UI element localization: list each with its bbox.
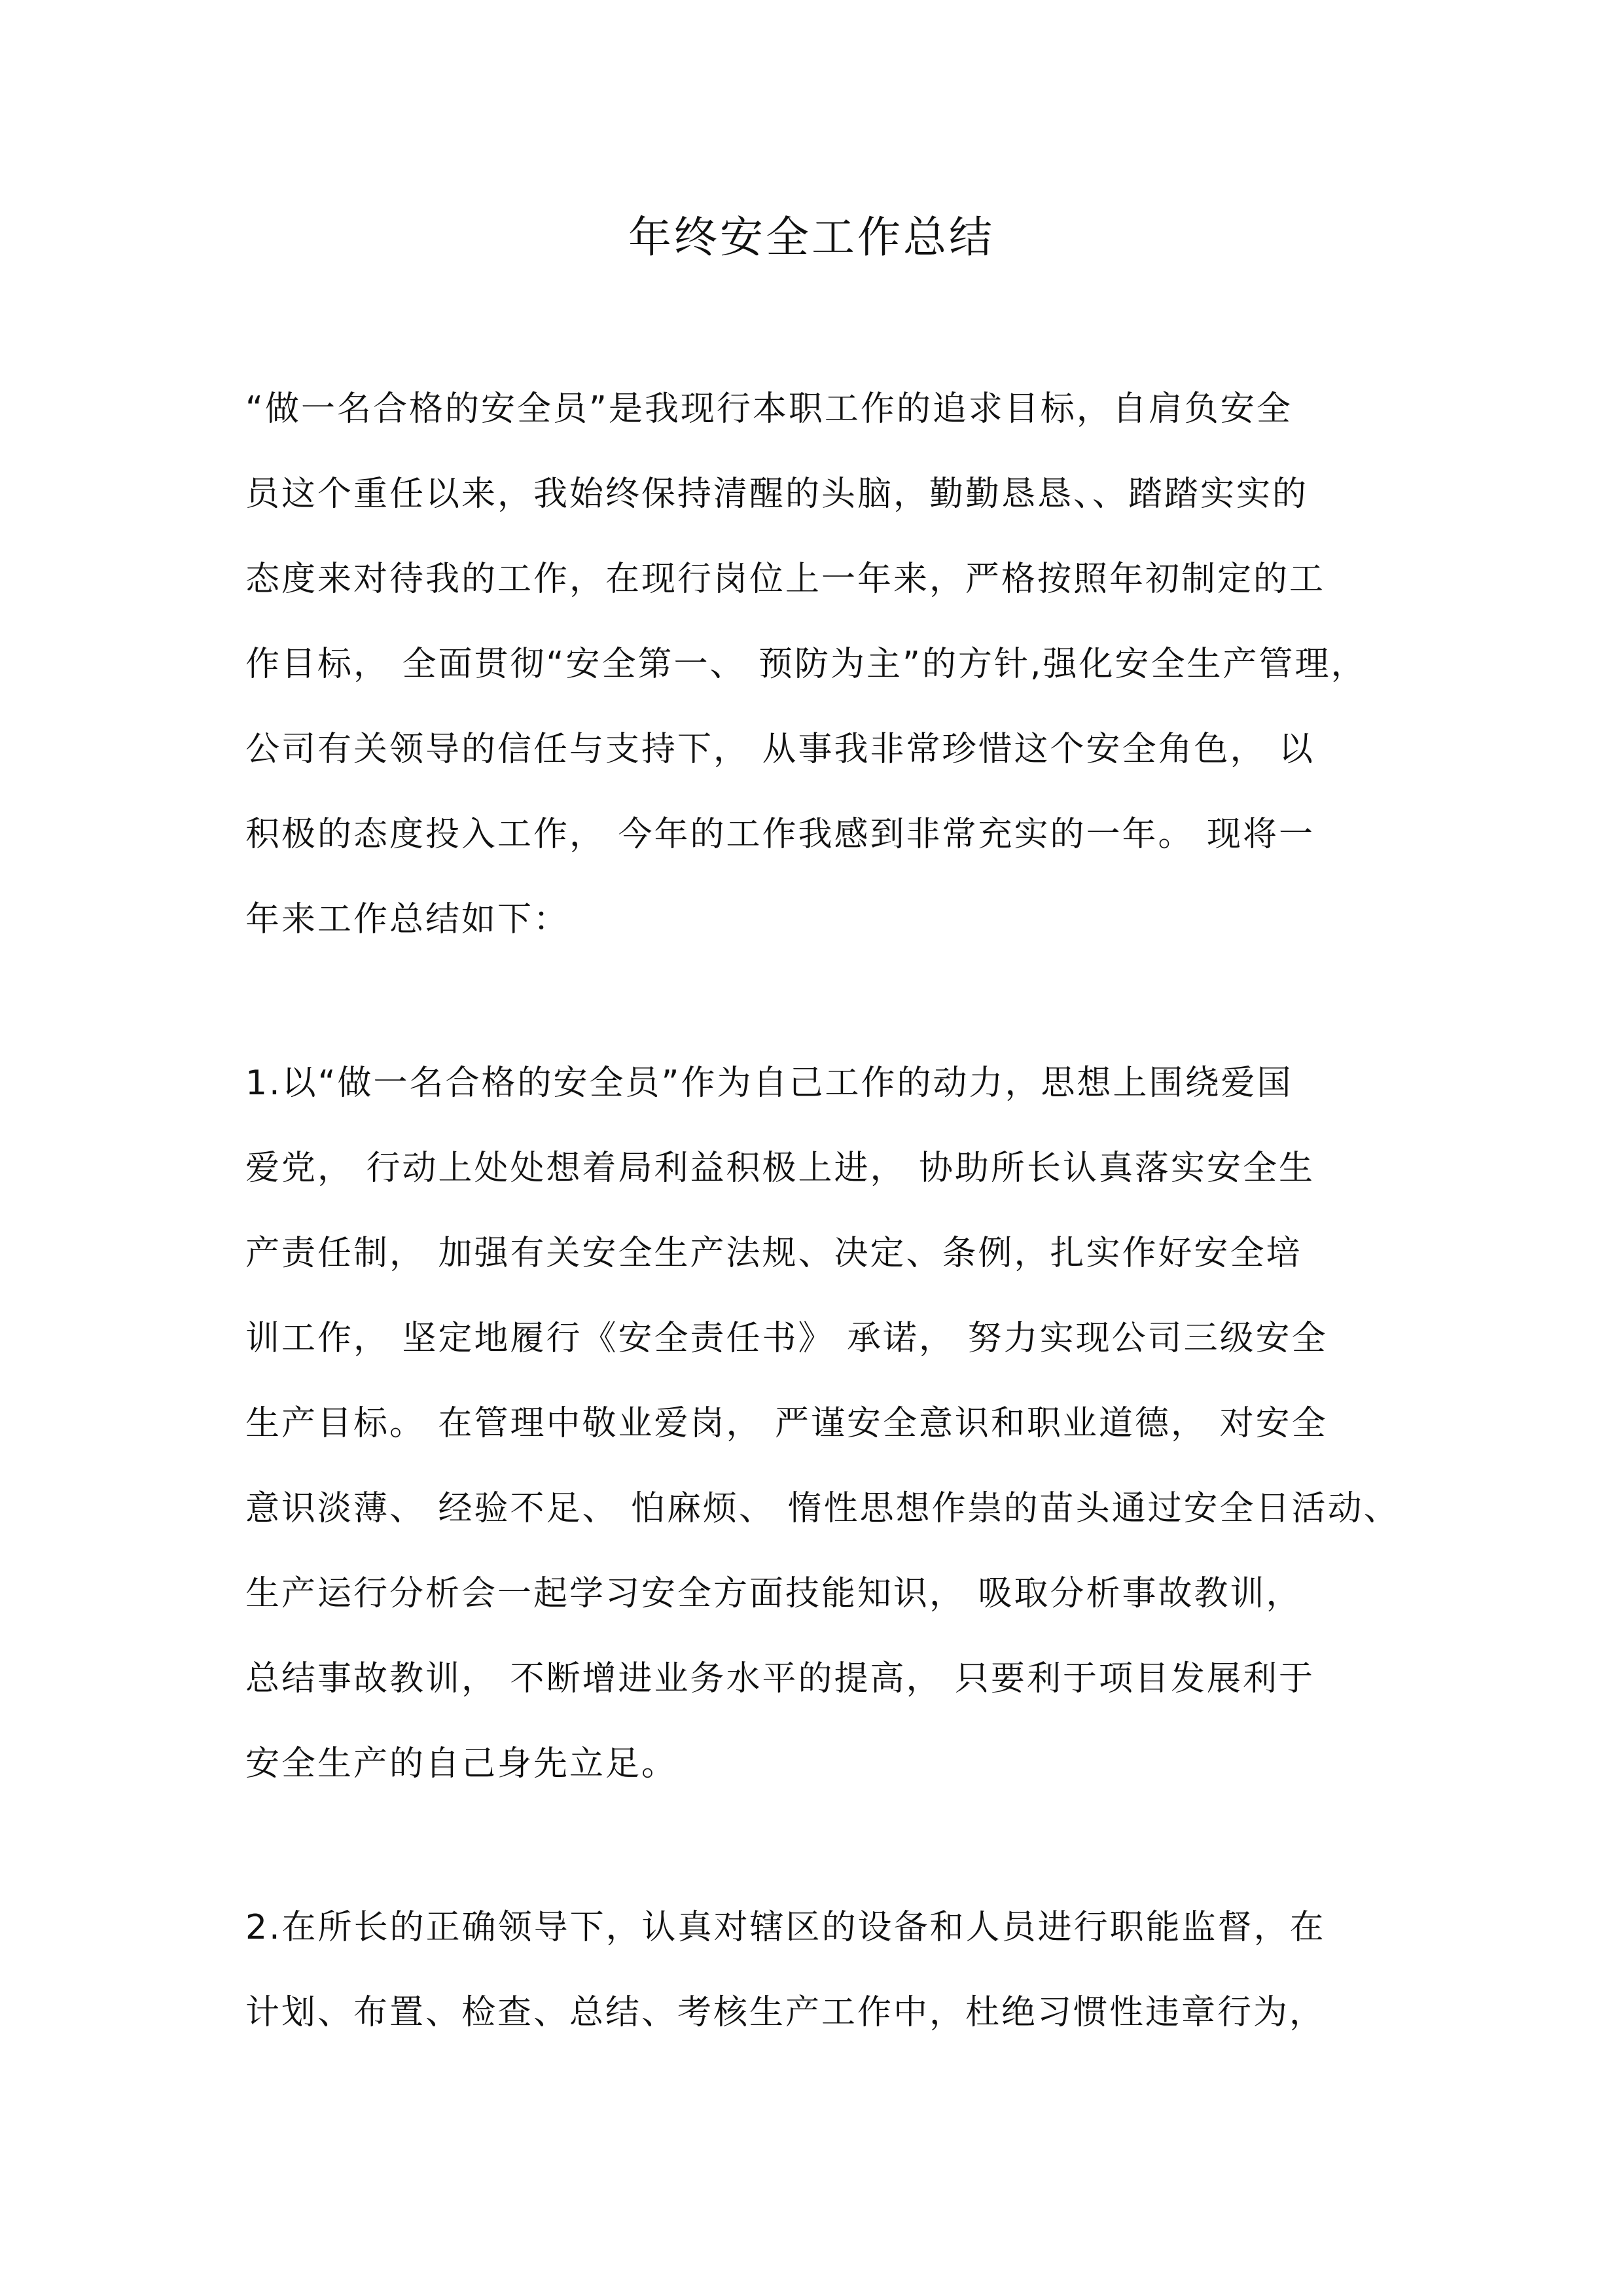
paragraph-line: 安全生产的自己身先立足。 bbox=[245, 1744, 678, 1784]
paragraph-line: 年来工作总结如下： bbox=[245, 900, 570, 939]
paragraph-line: 计划、布置、检查、总结、考核生产工作中，杜绝习惯性违章行为， bbox=[245, 1993, 1326, 2032]
paragraph-line: 作目标， 全面贯彻“安全第一、 预防为主”的方针,强化安全生产管理， bbox=[245, 645, 1367, 684]
paragraph-line: 生产目标。 在管理中敬业爱岗， 严谨安全意识和职业道德， 对安全 bbox=[245, 1404, 1328, 1443]
paragraph-line: 积极的态度投入工作， 今年的工作我感到非常充实的一年。 现将一 bbox=[245, 815, 1315, 854]
document-title: 年终安全工作总结 bbox=[628, 212, 995, 262]
paragraph-line: 1.以“做一名合格的安全员”作为自己工作的动力，思想上围绕爱国 bbox=[245, 1064, 1293, 1103]
paragraph-line: 意识淡薄、 经验不足、 怕麻烦、 惰性思想作祟的苗头通过安全日活动、 bbox=[245, 1489, 1400, 1528]
paragraph-line: 2.在所长的正确领导下，认真对辖区的设备和人员进行职能监督，在 bbox=[245, 1908, 1326, 1947]
paragraph-line: 总结事故教训， 不断增进业务水平的提高， 只要利于项目发展利于 bbox=[245, 1659, 1315, 1698]
paragraph-line: 公司有关领导的信任与支持下， 从事我非常珍惜这个安全角色， 以 bbox=[245, 730, 1315, 769]
paragraph-line: 生产运行分析会一起学习安全方面技能知识， 吸取分析事故教训， bbox=[245, 1574, 1302, 1613]
paragraph-line: 产责任制， 加强有关安全生产法规、决定、条例，扎实作好安全培 bbox=[245, 1234, 1302, 1273]
paragraph-line: 态度来对待我的工作，在现行岗位上一年来，严格按照年初制定的工 bbox=[245, 560, 1326, 599]
paragraph-line: 训工作， 坚定地履行《安全责任书》 承诺， 努力实现公司三级安全 bbox=[245, 1319, 1328, 1358]
paragraph-line: “做一名合格的安全员”是我现行本职工作的追求目标，自肩负安全 bbox=[245, 389, 1293, 429]
paragraph-line: 爱党， 行动上处处想着局利益积极上进， 协助所长认真落实安全生 bbox=[245, 1149, 1315, 1188]
paragraph-line: 员这个重任以来，我始终保持清醒的头脑，勤勤恳恳、、踏踏实实的 bbox=[245, 475, 1309, 514]
